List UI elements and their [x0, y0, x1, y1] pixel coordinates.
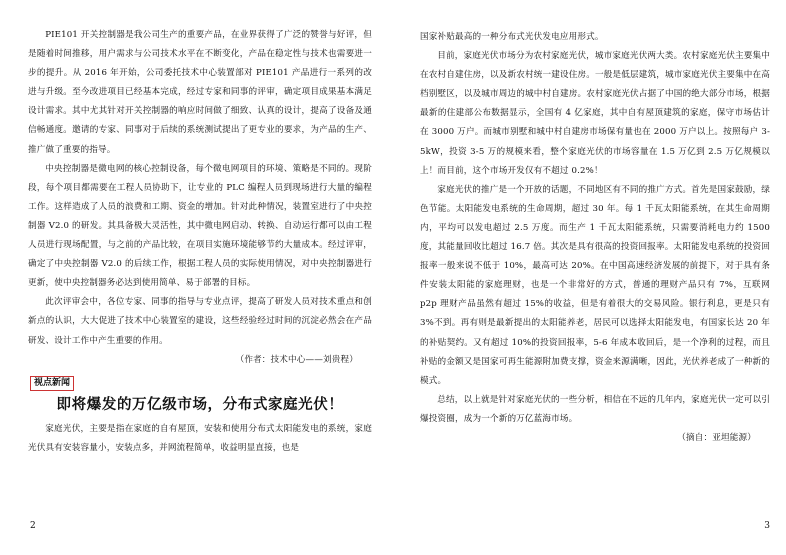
page-number: 2	[30, 521, 36, 531]
section-tag: 视点新闻	[30, 376, 74, 391]
paragraph: 目前，家庭光伏市场分为农村家庭光伏，城市家庭光伏两大类。农村家庭光伏主要集中在农村自建住房，以及新农村统一建设住房。一般是低层建筑，城市家庭光伏主要集中在高档别墅区，以及城市周边的城中村自建房。农村家庭光伏占据了中国的绝大部分市场，根据最新的住建部公布数据显示，全国有 4 亿家庭，其中自有屋顶建筑的家庭，保守市场估计在 3000 万户。而城市别墅和城中村自建房市场保有量也在 2000 万户以上。按照每户 3-5kW，投资 3-5 万的规模来看，整个家庭光伏的市场容量在 1.5 万亿到 2.5 万亿规模以上！而目前，这个市场开发仅有不超过 0.2%！	[420, 51, 770, 176]
paragraph: 家庭光伏，主要是指在家庭的自有屋顶，安装和使用分布式太阳能发电的系统，家庭光伏具有安装容量小，安装点多，并网流程简单，收益明显直接，也是	[28, 423, 372, 453]
article-headline: 即将爆发的万亿级市场，分布式家庭光伏！	[56, 395, 344, 413]
paragraph: PIE101 开关控制器是我公司生产的重要产品，在业界获得了广泛的赞誉与好评，但是随着时间推移，用户需求与公司技术水平在不断变化，产品在稳定性与技术也需要进一步的提升。从 2016 年开始，公司委托技术中心装置部对 PIE101 产品进行一系列的改进与升级。至今改进项目已经基本完成，经过专家和同事的评审，确定项目成果基本满足设计需求。其中尤其针对开关控制器的响应时间做了细致、认真的设计，提高了设备及通信畅通度。邀请的专家、同事对于后续的系统测试提出了更专业的要求，为产品的生产、推广做了重要的指导。	[28, 30, 372, 155]
paragraph: 总结，以上就是针对家庭光伏的一些分析，相信在不远的几年内，家庭光伏一定可以引爆投资圈，成为一个新的万亿蓝海市场。	[420, 394, 770, 424]
left-page	[0, 0, 380, 555]
page-number: 3	[764, 521, 770, 531]
paragraph: 此次评审会中，各位专家、同事的指导与专业点评，提高了研发人员对技术重点和创新点的认识，大大促进了技术中心装置室的建设，这些经验经过时间的沉淀必然会在产品研发、设计工作中产生重要的作用。	[28, 297, 372, 346]
paragraph: 家庭光伏的推广是一个开放的话题，不同地区有不同的推广方式。首先是国家鼓励，绿色节能。太阳能发电系统的生命周期，超过 30 年。每 1 千瓦太阳能系统，在其生命周期内，平均可以发电超过 2.5 万度。而生产 1 千瓦太阳能系统，只需要消耗电力约 1500 度，其能量回收比超过 16.7 倍。其次是具有很高的投资回报率。太阳能发电系统的投资回报率一般来说不低于 10%，最高可达 20%。在中国高速经济发展的前提下，对于具有条件安装太阳能的家庭理财，也是一个非常好的方式，普通的理财产品只有 7%，互联网 p2p 理财产品虽然有超过 15%的收益，但是有着很大的交易风险。银行利息，更是只有 3%不到。再有则是最新提出的太阳能养老，居民可以选择太阳能发电，有国家长达 20 年的补贴契约。又有超过 10%的投资回报率，5-6 年成本收回后，是一个净利的过程，而且补贴的金额又是国家可再生能源附加费支撑，资金来源满晰，因此，光伏养老成了一种新的模式。	[420, 184, 770, 386]
right-page	[406, 0, 786, 555]
right-column	[420, 28, 770, 448]
left-column	[28, 26, 372, 458]
source-byline: （摘自：亚坦能源）	[677, 432, 756, 443]
paragraph: 国家补贴最高的一种分布式光伏发电应用形式。	[420, 32, 604, 42]
paragraph: 中央控制器是微电网的核心控制设备，每个微电网项目的环境、策略是不同的。现阶段，每个项目都需要在工程人员协助下，让专业的 PLC 编程人员到现场进行大量的编程工作。这样造成了人员的浪费和工期、资金的增加。针对此种情况，装置室进行了中央控制器 V2.0 的研发。其具备极大灵活性，其中微电网启动、转换、自动运行都可以由工程人员进行现场配置，与之前的产品比较，在项目实施环境能够节约大量成本。经过评审，确定了中央控制器 V2.0 的后续工作，根据工程人员的实际使用情况，对中央控制器进行更新，使中央控制器务必达到使用简单、易于部署的目标。	[28, 163, 372, 289]
author-byline: （作者：技术中心——刘贵程）	[235, 354, 358, 365]
section-tag-wrap	[28, 370, 372, 393]
